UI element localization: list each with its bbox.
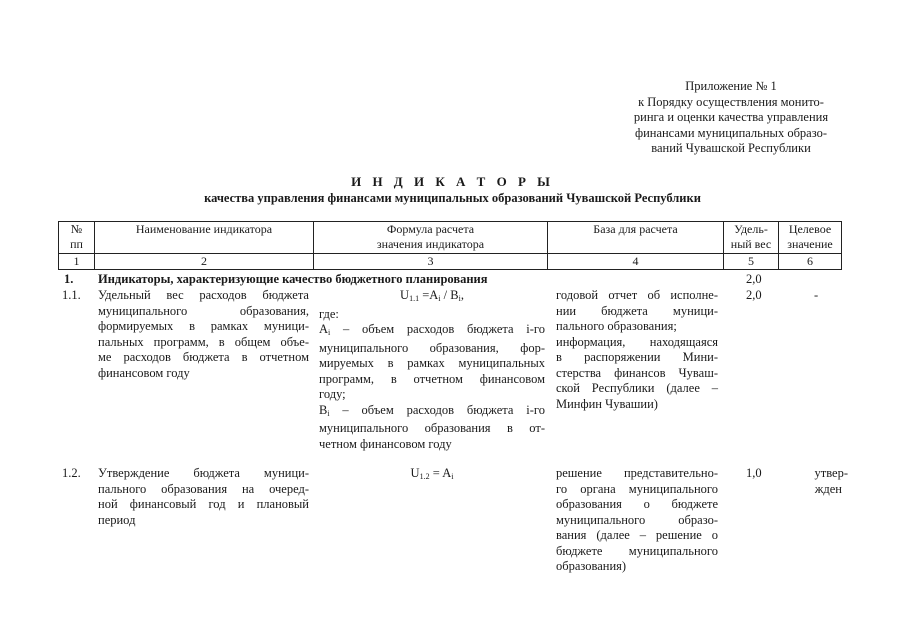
col-number: 3	[314, 254, 548, 270]
row-number: 1.1.	[62, 288, 81, 302]
calculation-base: решение представительно- го органа муниципального образования о бюджете муниципального образо- вания (далее – решение о бюджете муниципального образования)	[556, 466, 718, 573]
indicator-weight: 1,0	[746, 466, 762, 480]
appendix-note	[612, 79, 850, 157]
indicators-table-header	[58, 221, 842, 270]
appendix-line: Приложение № 1	[685, 79, 777, 93]
formula-a-definition: $A_i$ – объем расходов бюджета i-го муниципального образования, фор- мируемых в рамках муниципальных программ, в отчетном финансовом году;	[319, 322, 545, 401]
calculation-base: годовой отчет об исполне- нии бюджета муници- пального образования; информация, находящаяся в распоряжении Мини- стерства финансов Чуваш- ской Республики (далее – Минфин Чувашии)	[556, 288, 718, 411]
header-formula: Формула расчета значения индикатора	[314, 222, 548, 254]
header-name: Наименование индикатора	[95, 222, 314, 254]
column-number-row	[59, 254, 842, 270]
formula-b-definition: $B_i$ – объем расходов бюджета i-го муниципального образования в от- четном финансовом году	[319, 402, 545, 451]
row-number: 1.2.	[62, 466, 81, 480]
col-number: 6	[779, 254, 842, 270]
indicator-formula	[319, 288, 545, 452]
appendix-line: к Порядку осуществления монито-	[638, 94, 824, 109]
header-num: № пп	[59, 222, 95, 254]
header-base: База для расчета	[548, 222, 724, 254]
indicator-target: утвер- жден	[814, 466, 848, 496]
section-title: Индикаторы, характеризующие качество бюджетного планирования	[98, 272, 488, 286]
appendix-line: ринга и оценки качества управления	[633, 110, 829, 124]
indicator-name: Удельный вес расходов бюджета муниципального образования, формируемых в рамках муници- пальных программ, в общем объе- ме расходов бюджета в отчетном финансовом году	[98, 288, 309, 380]
indicator-weight: 2,0	[746, 288, 762, 302]
header-target: Целевое значение	[779, 222, 842, 254]
col-number: 4	[548, 254, 724, 270]
col-number: 1	[59, 254, 95, 270]
indicator-target: -	[814, 288, 819, 302]
appendix-line: финансами муниципальных образо-	[634, 125, 828, 140]
section-number: 1.	[64, 272, 74, 286]
col-number: 5	[724, 254, 779, 270]
formula-expression: $U_{1.2} = A_i$	[410, 466, 454, 481]
section-weight: 2,0	[746, 272, 762, 286]
appendix-line: ваний Чувашской Республики	[651, 141, 811, 155]
indicator-name: Утверждение бюджета муници- пального образования на очеред- ной финансовый год и плановый период	[98, 466, 309, 527]
document-title: И Н Д И К А Т О Р Ы	[351, 174, 554, 189]
header-row	[59, 222, 842, 254]
document-subtitle: качества управления финансами муниципальных образований Чувашской Республики	[204, 191, 701, 205]
header-weight: Удель- ный вес	[724, 222, 779, 254]
col-number: 2	[95, 254, 314, 270]
formula-expression: $U_{1.1} =A_i / B_i$,	[400, 288, 464, 303]
formula-where: где:	[319, 306, 339, 321]
